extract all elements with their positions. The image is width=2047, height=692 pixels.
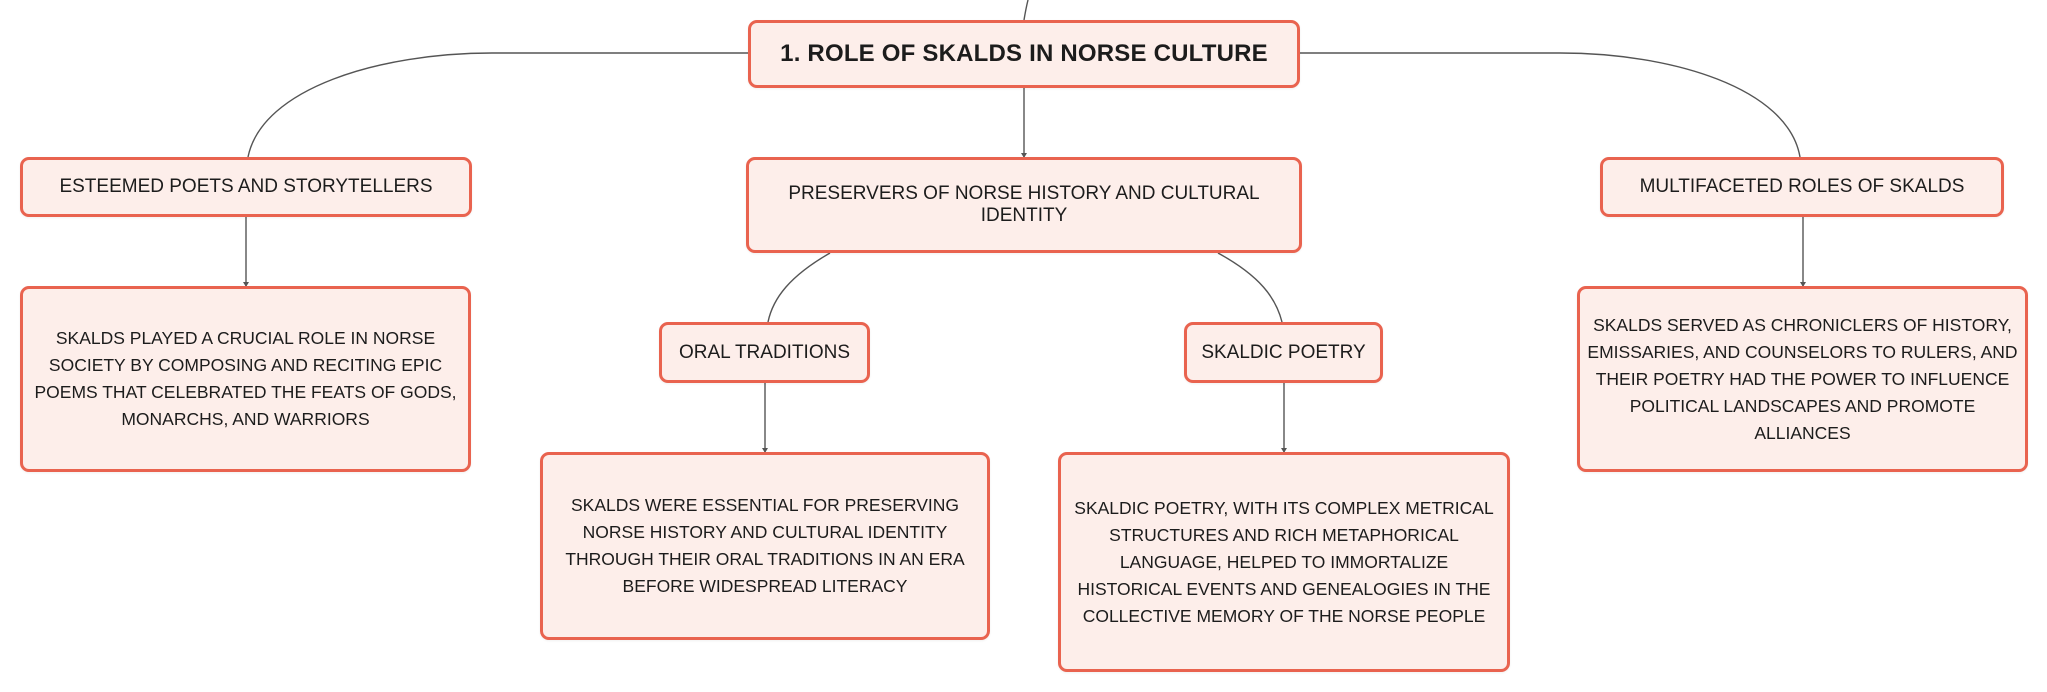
connector-root-to-esteemed [248, 53, 748, 157]
root-node-label: 1. ROLE OF SKALDS IN NORSE CULTURE [780, 40, 1268, 67]
branch-label-multifaceted-roles: MULTIFACETED ROLES OF SKALDS [1639, 176, 1965, 197]
root-node[interactable] [748, 20, 1300, 88]
connector-root-to-multifaceted [1300, 53, 1800, 157]
connector-preservers-to-oral [768, 253, 830, 322]
branch-node-multifaceted-roles[interactable] [1600, 157, 2004, 217]
detail-node-esteemed-poets[interactable] [20, 286, 471, 472]
subbranch-label-skaldic-poetry: SKALDIC POETRY [1201, 341, 1366, 363]
detail-text-multifaceted-roles: SKALDS SERVED AS CHRONICLERS OF HISTORY, EMISSARIES, AND COUNSELORS TO RULERS, AND THEIR POETRY HAD THE POWER TO INFLUENCE POLITICAL LANDSCAPES AND PROMOTE ALLIANCES [1587, 314, 2018, 443]
branch-label-preservers: PRESERVERS OF NORSE HISTORY AND CULTURAL IDENTITY [788, 183, 1260, 226]
subbranch-node-oral-traditions[interactable] [659, 322, 870, 383]
branch-node-esteemed-poets[interactable] [20, 157, 472, 217]
connector-preservers-to-skaldic [1218, 253, 1282, 322]
detail-node-oral-traditions[interactable] [540, 452, 990, 640]
detail-text-skaldic-poetry: SKALDIC POETRY, WITH ITS COMPLEX METRICAL STRUCTURES AND RICH METAPHORICAL LANGUAGE, HELPED TO IMMORTALIZE HISTORICAL EVENTS AND GENEALOGIES IN THE COLLECTIVE MEMORY OF THE NORSE PEOPLE [1074, 497, 1494, 626]
subbranch-node-skaldic-poetry[interactable] [1184, 322, 1383, 383]
detail-node-skaldic-poetry[interactable] [1058, 452, 1510, 672]
branch-label-esteemed-poets: ESTEEMED POETS AND STORYTELLERS [59, 176, 433, 197]
branch-node-preservers[interactable] [746, 157, 1302, 253]
detail-text-esteemed-poets: SKALDS PLAYED A CRUCIAL ROLE IN NORSE SOCIETY BY COMPOSING AND RECITING EPIC POEMS THAT CELEBRATED THE FEATS OF GODS, MONARCHS, AND WARRIORS [34, 328, 457, 429]
subbranch-label-oral-traditions: ORAL TRADITIONS [678, 341, 851, 363]
detail-text-oral-traditions: SKALDS WERE ESSENTIAL FOR PRESERVING NORSE HISTORY AND CULTURAL IDENTITY THROUGH THEIR ORAL TRADITIONS IN AN ERA BEFORE WIDESPREAD LITERACY [565, 495, 965, 596]
detail-node-multifaceted-roles[interactable] [1577, 286, 2028, 472]
connector-parent-to-root [1024, 0, 1028, 20]
